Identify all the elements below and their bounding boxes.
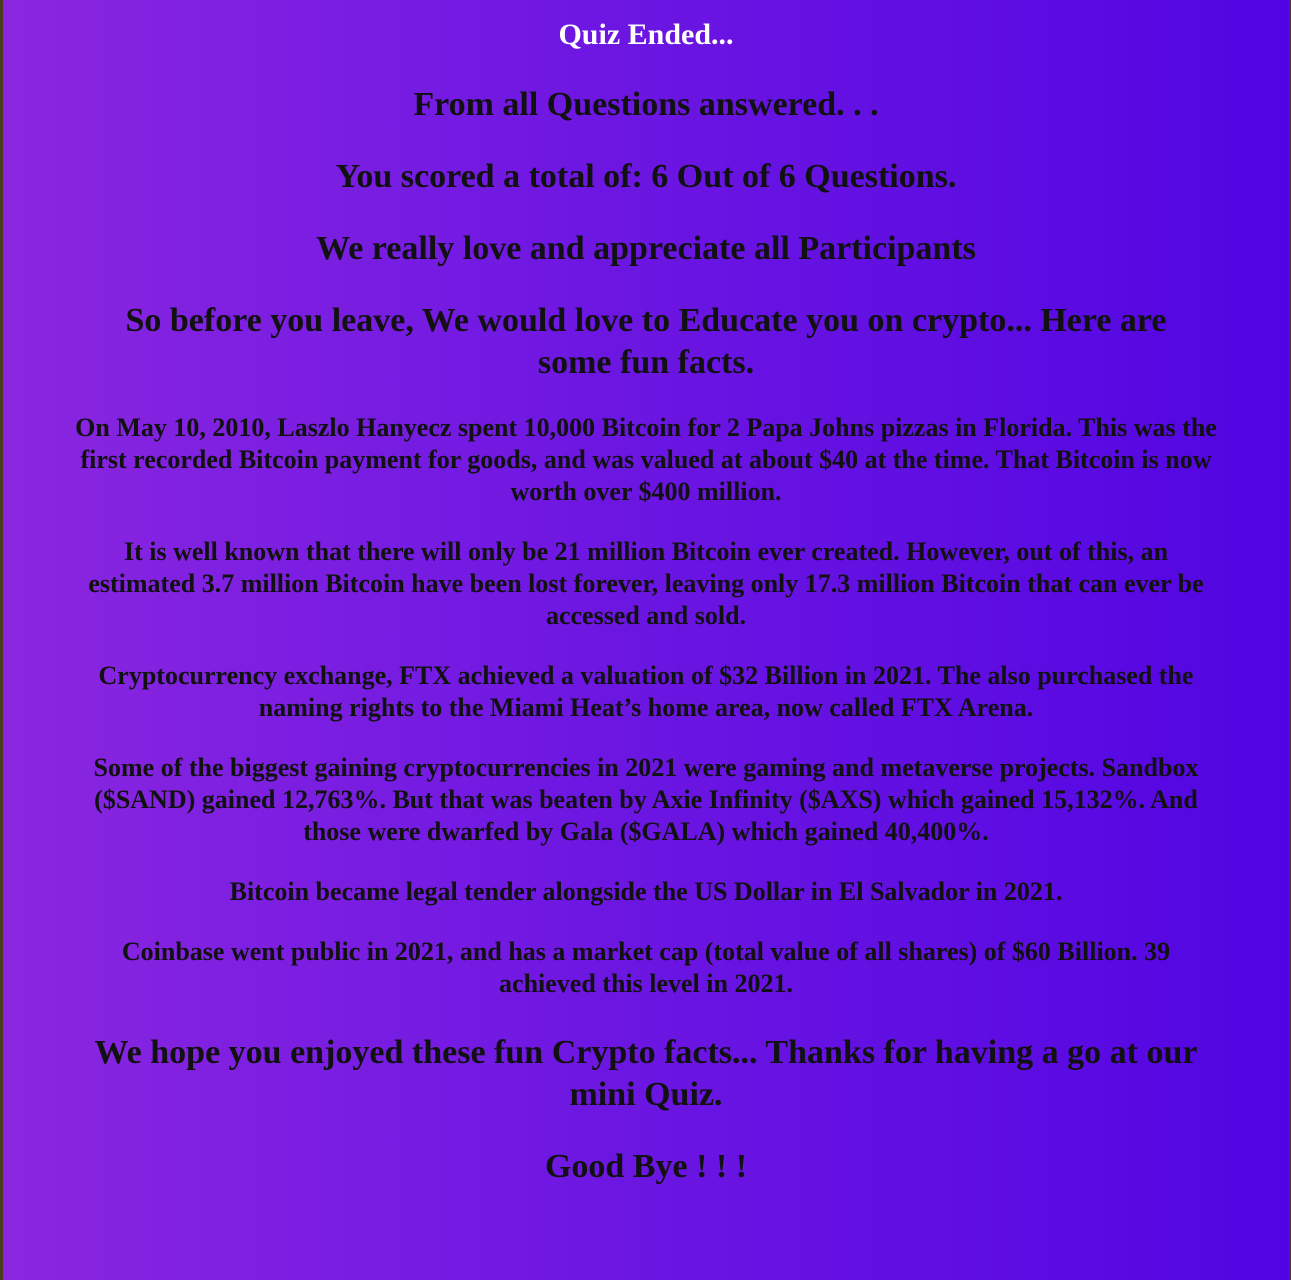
fact-el-salvador: Bitcoin became legal tender alongside the US Dollar in El Salvador in 2021. [229,877,1063,906]
fact-gaming-gains: Some of the biggest gaining cryptocurrencies in 2021 were gaming and metaverse projects. Sandbox ($SAND) gained 12,763%. But that was beaten by Axie Infinity ($AXS) which gained 15,132%. And those were dwarfed by Gala ($GALA) which gained 40,400%. [93,753,1199,846]
educate-heading: So before you leave, We would love to Educate you on crypto... Here are some fun facts. [125,302,1167,381]
fact-ftx: Cryptocurrency exchange, FTX achieved a valuation of $32 Billion in 2021. The also purchased the naming rights to the Miami Heat’s home area, now called FTX Arena. [98,661,1194,722]
quiz-ended-title: Quiz Ended... [558,18,734,51]
thanks-heading: We hope you enjoyed these fun Crypto facts... Thanks for having a go at our mini Quiz. [94,1034,1198,1113]
fact-bitcoin-supply: It is well known that there will only be 21 million Bitcoin ever created. However, out of this, an estimated 3.7 million Bitcoin have been lost forever, leaving only 17.3 million Bitcoin that can ever be accessed and sold. [88,537,1204,630]
quiz-result-panel [3,0,1289,1280]
intro-heading: From all Questions answered. . . [413,86,879,123]
goodbye-heading: Good Bye ! ! ! [544,1148,748,1185]
appreciation-heading: We really love and appreciate all Participants [316,230,976,267]
fact-coinbase: Coinbase went public in 2021, and has a market cap (total value of all shares) of $60 Billion. 39 achieved this level in 2021. [121,937,1171,998]
fact-pizza: On May 10, 2010, Laszlo Hanyecz spent 10,000 Bitcoin for 2 Papa Johns pizzas in Florida. This was the first recorded Bitcoin payment for goods, and was valued at about $40 at the time. That Bitcoin is now worth over $400 million. [75,413,1217,506]
score-heading: You scored a total of: 6 Out of 6 Questions. [335,158,957,195]
